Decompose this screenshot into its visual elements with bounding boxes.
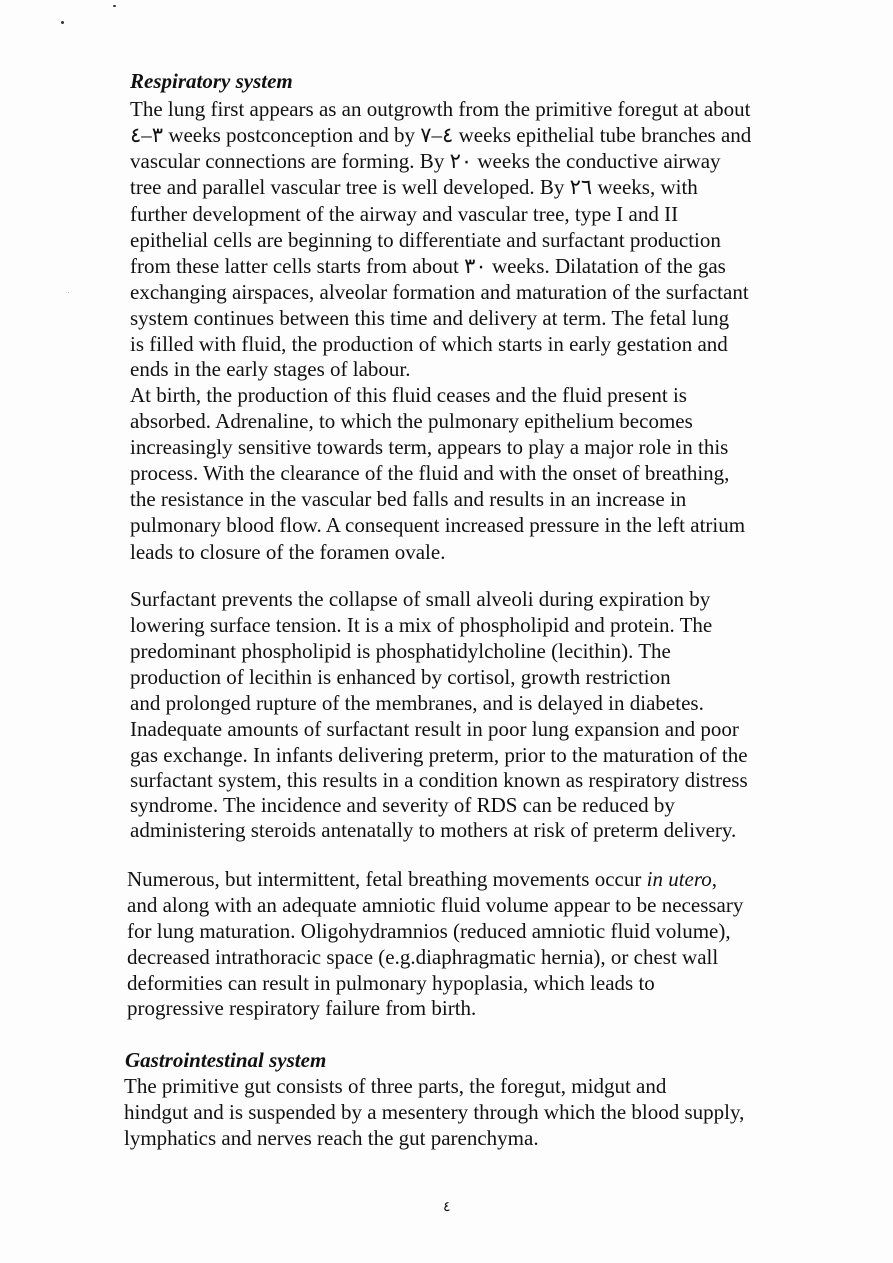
paragraph-line: lymphatics and nerves reach the gut parenchyma. (124, 1126, 539, 1150)
paragraph-line: predominant phospholipid is phosphatidylcholine (lecithin). The (130, 639, 671, 663)
paragraph-line: absorbed. Adrenaline, to which the pulmonary epithelium becomes (130, 409, 693, 433)
paragraph-line: epithelial cells are beginning to differentiate and surfactant production (130, 228, 721, 252)
paragraph-line: vascular connections are forming. By ٢٠ weeks the conductive airway (130, 149, 721, 173)
scan-speck (68, 292, 69, 293)
paragraph-line: lowering surface tension. It is a mix of phospholipid and protein. The (130, 613, 713, 637)
paragraph-line: increasingly sensitive towards term, appears to play a major role in this (130, 435, 729, 459)
paragraph-text: Numerous, but intermittent, fetal breathing movements occur (127, 867, 647, 891)
paragraph-line: is filled with fluid, the production of which starts in early gestation and (130, 332, 728, 356)
paragraph-line: pulmonary blood flow. A consequent increased pressure in the left atrium (130, 513, 746, 537)
paragraph-line: decreased intrathoracic space (e.g.diaphragmatic hernia), or chest wall (127, 945, 719, 969)
paragraph-line: gas exchange. In infants delivering preterm, prior to the maturation of the (130, 743, 748, 767)
paragraph-line: for lung maturation. Oligohydramnios (reduced amniotic fluid volume), (127, 919, 731, 943)
paragraph-line: the resistance in the vascular bed falls and results in an increase in (130, 487, 687, 511)
scan-speck (61, 21, 64, 24)
paragraph-line: Inadequate amounts of surfactant result in poor lung expansion and poor (130, 717, 739, 741)
paragraph-line: ends in the early stages of labour. (130, 357, 411, 381)
paragraph-line: production of lecithin is enhanced by cortisol, growth restriction (130, 665, 671, 689)
italic-term: in utero (646, 867, 712, 891)
paragraph-line: ٣–٤ weeks postconception and by ٤–٧ weeks epithelial tube branches and (130, 123, 752, 147)
scan-speck (113, 5, 116, 7)
section-heading-gastrointestinal: Gastrointestinal system (125, 1048, 327, 1072)
paragraph-line: The primitive gut consists of three parts, the foregut, midgut and (124, 1074, 667, 1098)
paragraph-line: system continues between this time and delivery at term. The fetal lung (130, 306, 730, 330)
paragraph-line: exchanging airspaces, alveolar formation and maturation of the surfactant (130, 280, 749, 304)
paragraph-line: hindgut and is suspended by a mesentery through which the blood supply, (124, 1100, 745, 1124)
paragraph-line: process. With the clearance of the fluid and with the onset of breathing, (130, 461, 730, 485)
paragraph-line: and prolonged rupture of the membranes, and is delayed in diabetes. (130, 691, 704, 715)
paragraph-line: The lung first appears as an outgrowth from the primitive foregut at about (130, 97, 751, 121)
paragraph-line: and along with an adequate amniotic fluid volume appear to be necessary (127, 893, 744, 917)
section-heading-respiratory: Respiratory system (130, 69, 293, 93)
paragraph-line: progressive respiratory failure from birth. (127, 996, 477, 1020)
paragraph-line (127, 866, 717, 892)
paragraph-line: administering steroids antenatally to mothers at risk of preterm delivery. (130, 818, 737, 842)
paragraph-line: further development of the airway and vascular tree, type I and II (130, 202, 679, 226)
paragraph-line: surfactant system, this results in a condition known as respiratory distress (130, 768, 748, 792)
paragraph-line: from these latter cells starts from about ٣٠ weeks. Dilatation of the gas (130, 254, 726, 278)
paragraph-line: At birth, the production of this fluid ceases and the fluid present is (130, 383, 687, 407)
paragraph-line: deformities can result in pulmonary hypoplasia, which leads to (127, 971, 655, 995)
paragraph-line: tree and parallel vascular tree is well developed. By ٢٦ weeks, with (130, 175, 698, 199)
page-number: ٤ (443, 1200, 451, 1215)
paragraph-line: leads to closure of the foramen ovale. (130, 540, 446, 564)
paragraph-text: , (711, 867, 717, 891)
paragraph-line: Surfactant prevents the collapse of small alveoli during expiration by (130, 587, 711, 611)
paragraph-line: syndrome. The incidence and severity of RDS can be reduced by (130, 793, 675, 817)
